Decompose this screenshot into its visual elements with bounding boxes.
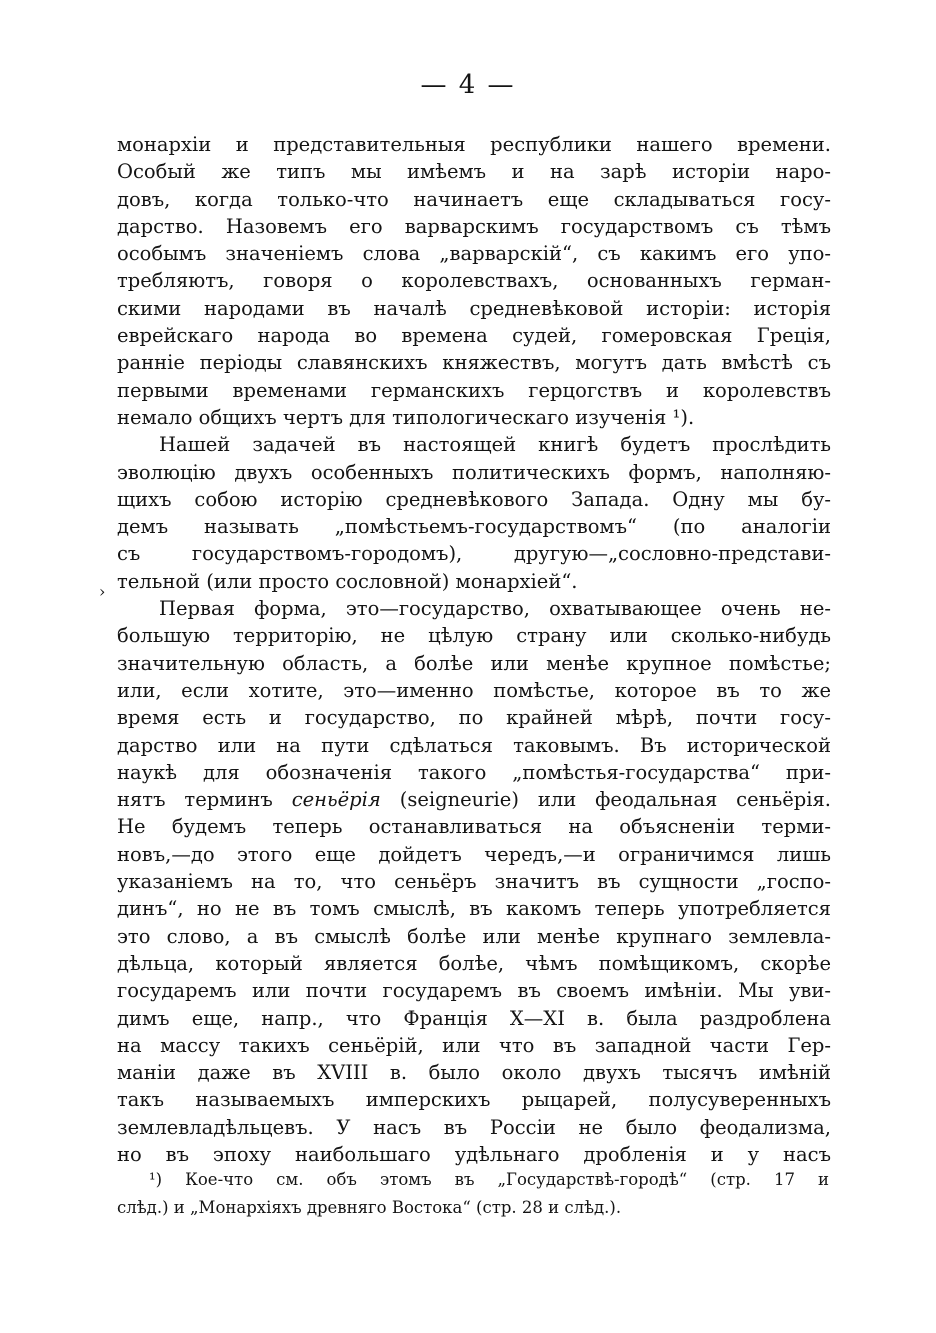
text-line: наукѣ для обозначенія такого „помѣстья-государства“ при- — [117, 760, 831, 784]
text-line: димъ еще, напр., что Франція X—XI в. была раздроблена — [117, 1006, 831, 1030]
text-line: дѣльца, который является болѣе, чѣмъ помѣщикомъ, скорѣе — [117, 951, 831, 975]
text-line-with-italic — [117, 786, 831, 813]
text-line: указаніемъ на то, что сеньёръ значитъ въ сущности „госпо- — [117, 870, 831, 894]
text-line: немало общихъ чертъ для типологическаго изученія ¹). — [117, 405, 695, 429]
text-line: но въ эпоху наибольшаго удѣльнаго дробленія и у насъ — [117, 1142, 831, 1166]
text-line: дарство или на пути сдѣлаться таковымъ. Въ исторической — [117, 733, 831, 757]
text-line: демъ называть „помѣстьемъ-государствомъ“ (по аналогіи — [117, 515, 831, 539]
text-line: динъ“, но не въ томъ смыслѣ, въ какомъ теперь употребляется — [117, 897, 831, 921]
italic-line-before: нятъ терминъ — [117, 788, 292, 812]
text-line: большую территорію, не цѣлую страну или сколько-нибудь — [117, 624, 831, 648]
italic-line-after: (seigneurie) или феодальная сеньёрія. — [380, 788, 831, 812]
text-line: землевладѣльцевъ. У насъ въ Россіи не было феодализма, — [117, 1115, 831, 1139]
text-line: еврейскаго народа во времена судей, гомеровская Греція, — [117, 324, 831, 348]
text-line: на массу такихъ сеньёрій, или что въ западной части Гер- — [117, 1033, 831, 1057]
paragraph-1 — [117, 131, 831, 431]
text-line: время есть и государство, по крайней мѣрѣ, почти госу- — [117, 706, 831, 730]
text-line: маніи даже въ XVIII в. было около двухъ тысячъ имѣній — [117, 1061, 831, 1085]
text-line: особымъ значеніемъ слова „варварскій“, съ какимъ его упо- — [117, 242, 831, 266]
footnote — [117, 1166, 829, 1222]
text-line: монархіи и представительныя республики нашего времени. — [117, 133, 831, 156]
text-line: такъ называемыхъ имперскихъ рыцарей, полусуверенныхъ — [117, 1088, 831, 1112]
text-line: значительную область, а болѣе или менѣе крупное помѣстье; — [117, 651, 831, 675]
text-line: щихъ собою исторію средневѣкового Запада. Одну мы бу- — [117, 487, 831, 511]
text-line: Особый же типъ мы имѣемъ и на зарѣ исторіи наро- — [117, 160, 831, 184]
text-line: скими народами въ началѣ средневѣковой исторіи: исторія — [117, 296, 831, 320]
paragraph-2 — [117, 431, 831, 595]
footnote-line: ¹) Кое-что см. объ этомъ въ „Государствѣ-городѣ“ (стр. 17 и — [149, 1170, 829, 1189]
text-line: требляютъ, говоря о королевствахъ, основанныхъ герман- — [117, 269, 831, 293]
text-line: государемъ или почти государемъ въ своемъ имѣніи. Мы уви- — [117, 979, 831, 1003]
body-text — [117, 131, 831, 1168]
footnote-line: слѣд.) и „Монархіяхъ древняго Востока“ (стр. 28 и слѣд.). — [117, 1198, 622, 1217]
paragraph-3 — [117, 595, 831, 1168]
text-line: тельной (или просто сословной) монархіей“. — [117, 569, 578, 593]
margin-mark: › — [99, 582, 106, 601]
text-line: или, если хотите, это—именно помѣстье, которое въ то же — [117, 678, 831, 702]
text-line: это слово, а въ смыслѣ болѣе или менѣе крупнаго землевла- — [117, 924, 831, 948]
page-number: — 4 — — [420, 70, 516, 100]
text-line: Не будемъ теперь останавливаться на объясненіи терми- — [117, 815, 831, 839]
text-line: первыми временами германскихъ герцогствъ и королевствъ — [117, 378, 831, 402]
text-line: довъ, когда только-что начинаетъ еще складываться госу- — [117, 187, 831, 211]
text-line: ранніе періоды славянскихъ княжествъ, могутъ дать вмѣстѣ съ — [117, 351, 831, 375]
text-line: Первая форма, это—государство, охватывающее очень не- — [159, 597, 831, 621]
text-line: съ государствомъ-городомъ), другую—„сословно-представи- — [117, 542, 831, 566]
text-line: новъ,—до этого еще дойдетъ чередъ,—и ограничимся лишь — [117, 842, 831, 866]
italic-term: сеньёрія — [291, 788, 381, 812]
text-line: Нашей задачей въ настоящей книгѣ будетъ прослѣдить — [159, 433, 831, 457]
text-line: эволюцію двухъ особенныхъ политическихъ формъ, наполняю- — [117, 460, 831, 484]
text-line: дарство. Назовемъ его варварскимъ государствомъ съ тѣмъ — [117, 214, 831, 238]
